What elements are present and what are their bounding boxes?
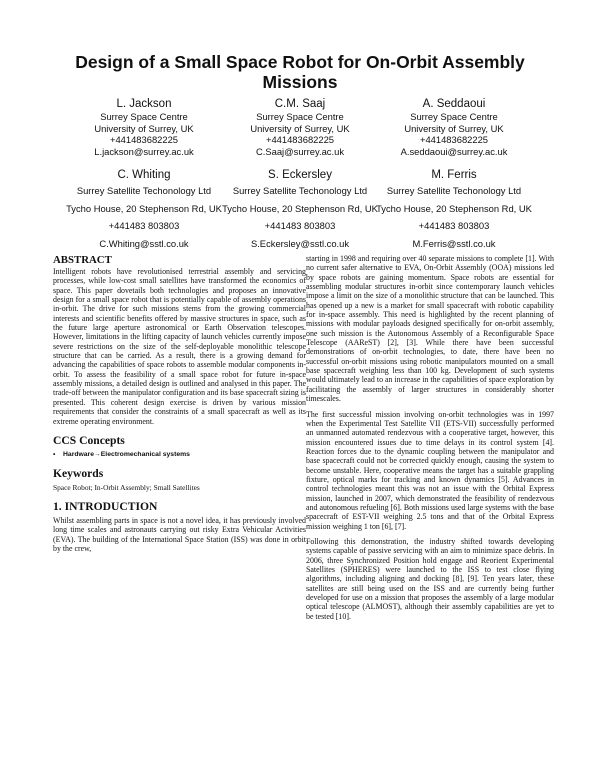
author-org: Surrey Satellite Techonology Ltd	[386, 185, 522, 196]
author-phone: +441483 803803	[418, 220, 490, 231]
author-org: Surrey Satellite Techonology Ltd	[76, 185, 212, 196]
right-column	[306, 254, 554, 621]
author-email: C.Saaj@surrey.ac.uk	[255, 145, 345, 157]
ccs-item-text: Hardware→Electromechanical systems	[63, 450, 190, 458]
author-block	[359, 168, 549, 252]
ccs-heading: CCS Concepts	[53, 433, 125, 447]
left-column	[53, 254, 306, 553]
intro-paragraph: Following this demonstration, the industry shifted towards developing systems capable of passive servicing with an aim to minimize space debris. In 2006, three Synchronized Position hold engage and Reorient Experimental Satellites (SPHERES) were launched to the ISS to test close flying algorithms, including aligning and docking [8], [9]. Ten years later, these satellites are still being used on the ISS and are currently being further developed for use on a mission that proposes the assembly of a large modular optical telescope (ALMOST), although their assembly capabilities are yet to be tested [10].	[306, 536, 554, 621]
keywords-heading: Keywords	[53, 466, 104, 480]
author-email: L.jackson@surrey.ac.uk	[94, 145, 194, 157]
author-phone: +441483 803803	[108, 220, 180, 231]
author-email: A.seddaoui@surrey.ac.uk	[400, 145, 508, 157]
ccs-item	[53, 450, 306, 459]
author-block	[359, 97, 549, 157]
author-university: University of Surrey, UK	[250, 122, 350, 134]
author-address: Tycho House, 20 Stephenson Rd, UK	[222, 202, 378, 214]
abstract-text: Intelligent robots have revolutionised terrestrial assembly and servicing processes, while low-cost small satellites have transformed the economics of space. This paper dovetails both technologies and proposes an innovative design for a small space robot that is potentially capable of assembly operations in-orbit. The drive for such missions stems from the growing commercial interests and scientific benefits offered by massive structures in space, such as the future large aperture astronomical or Earth Observation telescopes. However, limitations in the lifting capacity of launch vehicles currently impose severe restrictions on the size of the self-deployable monolithic telescope structure that can be carried. As a result, there is a growing demand for advancing the capabilities of space robots to assemble modular components in-orbit. To assess the feasibility of a small space robot for future in-space assembly missions, a detailed design is outlined and analysed in this paper. The trade-off between the manipulator configuration and its base spacecraft sizing is presented. This coherent design exercise is driven by various mission requirements that consider the constraints of a small spacecraft as well as its extreme operating environment.	[53, 267, 306, 426]
author-university: University of Surrey, UK	[404, 122, 504, 134]
intro-paragraph: The first successful mission involving on-orbit technologies was in 1997 when the Experimental Test Satellite VII (ETS-VII) successfully performed an unmanned automated rendezvous with a cooperative target, however, this mission encountered issues due to time delays in its control system [4]. Reaction forces due to the dynamic coupling between the manipulator and base spacecraft could not be corrected quickly enough, causing the system to become unstable. Here, cooperative means the target has a suitable grappling fixture, optical marks for tracking and known dynamics [5]. Advances in control technologies meant this was not an issue with the Orbital Express mission, launched in 2007, which demonstrated the feasibility of rendezvous and autonomous refueling [6]. Both missions used large systems with the base spacecraft of EST-VII weighing 2.5 tons and that of the Orbital Express mission weighing 1 ton [6], [7].	[306, 409, 554, 531]
author-name: M. Ferris	[431, 169, 477, 181]
section-heading-introduction: 1. INTRODUCTION	[53, 499, 158, 513]
author-name: S. Eckersley	[268, 169, 332, 181]
author-university: University of Surrey, UK	[94, 122, 194, 134]
author-address: Tycho House, 20 Stephenson Rd, UK	[66, 202, 222, 214]
author-phone: +441483682225	[419, 134, 489, 146]
author-email: M.Ferris@sstl.co.uk	[412, 237, 496, 249]
author-phone: +441483682225	[265, 134, 335, 146]
author-org: Surrey Space Centre	[100, 111, 188, 122]
author-name: C. Whiting	[117, 169, 171, 181]
author-address: Tycho House, 20 Stephenson Rd, UK	[376, 202, 532, 214]
author-email: C.Whiting@sstl.co.uk	[99, 237, 189, 249]
author-org: Surrey Satellite Techonology Ltd	[232, 185, 368, 196]
bullet-icon: •	[53, 450, 56, 458]
author-name: A. Seddaoui	[422, 98, 486, 110]
author-org: Surrey Space Centre	[256, 111, 344, 122]
author-org: Surrey Space Centre	[410, 111, 498, 122]
author-email: S.Eckersley@sstl.co.uk	[250, 237, 350, 249]
author-phone: +441483 803803	[264, 220, 336, 231]
keywords-text: Space Robot; In-Orbit Assembly; Small Satellites	[53, 482, 200, 492]
author-phone: +441483682225	[109, 134, 179, 146]
paper-title: Design of a Small Space Robot for On-Orbit Assembly Missions	[75, 52, 525, 92]
intro-paragraph: Whilst assembling parts in space is not a novel idea, it has previously involved long time scales and astronauts carrying out risky Extra Vehicular Activities (EVA). The building of the International Space Station (ISS) was done in orbit by the crew,	[53, 515, 306, 553]
intro-paragraph: starting in 1998 and requiring over 40 separate missions to complete [1]. With no current safer alternative to EVA, On-Orbit Assembly (OOA) missions led by space robots are gaining momentum. Space robots are essential for assembling modular structures in-orbit since contemporary launch vehicles impose a limit on the size of a monolithic structure that can be launched. This has opened up a new is a market for small spacecraft with robotic capability for in-space assembly. This need is highlighted by the recent planning of missions with modular payloads designed specifically for on-orbit assembly, one such mission is the Autonomous Assembly of a Reconfigurable Space Telescope (AAReST) [2], [3]. While there have been successful demonstrations of on-orbit technologies, to date, there have been no successful on-orbit missions using robotic manipulators mounted on a small base spacecraft weighing less than 100 kg. Development of such systems would ultimately lead to an increase in the capabilities of space exploration by facilitating the assembly of larger structures in considerably shorter timescales.	[306, 254, 554, 404]
author-name: L. Jackson	[116, 98, 172, 110]
author-name: C.M. Saaj	[274, 98, 326, 110]
abstract-heading: ABSTRACT	[53, 254, 112, 266]
